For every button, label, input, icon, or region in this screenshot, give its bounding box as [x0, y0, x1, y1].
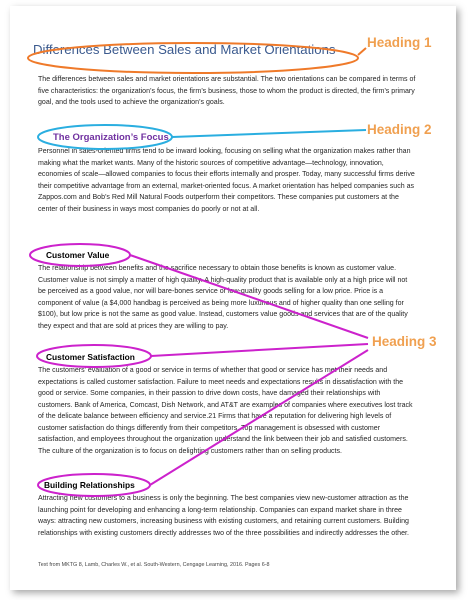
subsection-paragraph-customer-satisfaction: The customers’ evaluation of a good or service in terms of whether that good or service has met their needs and expectations is called customer satisfaction. Failure to meet needs and expectations results in dissatisfaction with the good or service. Some companies, in their passion to drive down costs, have damaged their relationships with customers. Bank of America, Comcast, Dish Network, and AT&T are examples of companies where executives lost track of the delicate balance between efficiency and service.21 Firms that have a reputation for delivering high levels of customer satisfaction do things differently from their competitors. Top management is obsessed with customer satisfaction, and employees throughout the organization understand the link between their job and satisfied customers. The culture of the organization is to focus on delighting customers rather than on selling products. [38, 367, 413, 455]
subsection-paragraph-customer-value: The relationship between benefits and the sacrifice necessary to obtain those benefits is known as customer value. Customer value is not simply a matter of high quality. A high-quality product that is available only at a high price will not be perceived as a good value, nor will bare-bones service or low-quality goods selling for a low price. Price is a component of value (a $4,000 handbag is perceived as being more luxurious and of higher quality than one selling for $100), but low price is not the same as good value. Instead, customers value goods and services that are of the quality they expect and that are sold at prices they are willing to pay. [38, 265, 408, 330]
subsection-heading-customer-satisfaction: Customer Satisfaction [46, 352, 135, 362]
section-paragraph: Personnel in sales-oriented firms tend to be inward looking, focusing on selling what the organization makes rather than making what the market wants. Many of the historic sources of competitive advantage—technology, innovation, economies of scale—allowed companies to focus their efforts internally and prosper. Today, many successful firms derive their competitive advantage from an external, market-oriented focus. A market orientation has helped companies such as Zappos.com and Bob’s Red Mill Natural Foods outperform their competitors. These companies put customers at the center of their business in ways most companies do poorly or not at all. [38, 148, 415, 213]
callout-heading1: Heading 1 [367, 35, 432, 50]
subsection-heading-customer-value: Customer Value [46, 250, 110, 260]
subsection-heading-building-relationships: Building Relationships [44, 480, 135, 490]
citation: Text from MKTG 8, Lamb, Charles W., et al. South-Western, Cengage Learning, 2016. Pages 6-8 [38, 562, 270, 568]
intro-paragraph: The differences between sales and market orientations are substantial. The two orientations can be compared in terms of five characteristics: the organization’s focus, the firm’s business, those to whom the product is directed, the firm’s primary goal, and the tools used to achieve the organization’s goals. [38, 76, 416, 106]
document-title: Differences Between Sales and Market Orientations [33, 42, 336, 57]
section-heading: The Organization’s Focus [53, 132, 169, 143]
subsection-paragraph-building-relationships: Attracting new customers to a business is only the beginning. The best companies view new-customer attraction as the launching point for developing and enhancing a long-term relationship. Companies can expand market share in three ways: attracting new customers, increasing business with existing customers, and retaining current customers. Building relationships with existing customers directly addresses two of the three possibilities and indirectly addresses the other. [38, 495, 409, 537]
callout-heading3: Heading 3 [372, 334, 437, 349]
callout-heading2: Heading 2 [367, 122, 432, 137]
